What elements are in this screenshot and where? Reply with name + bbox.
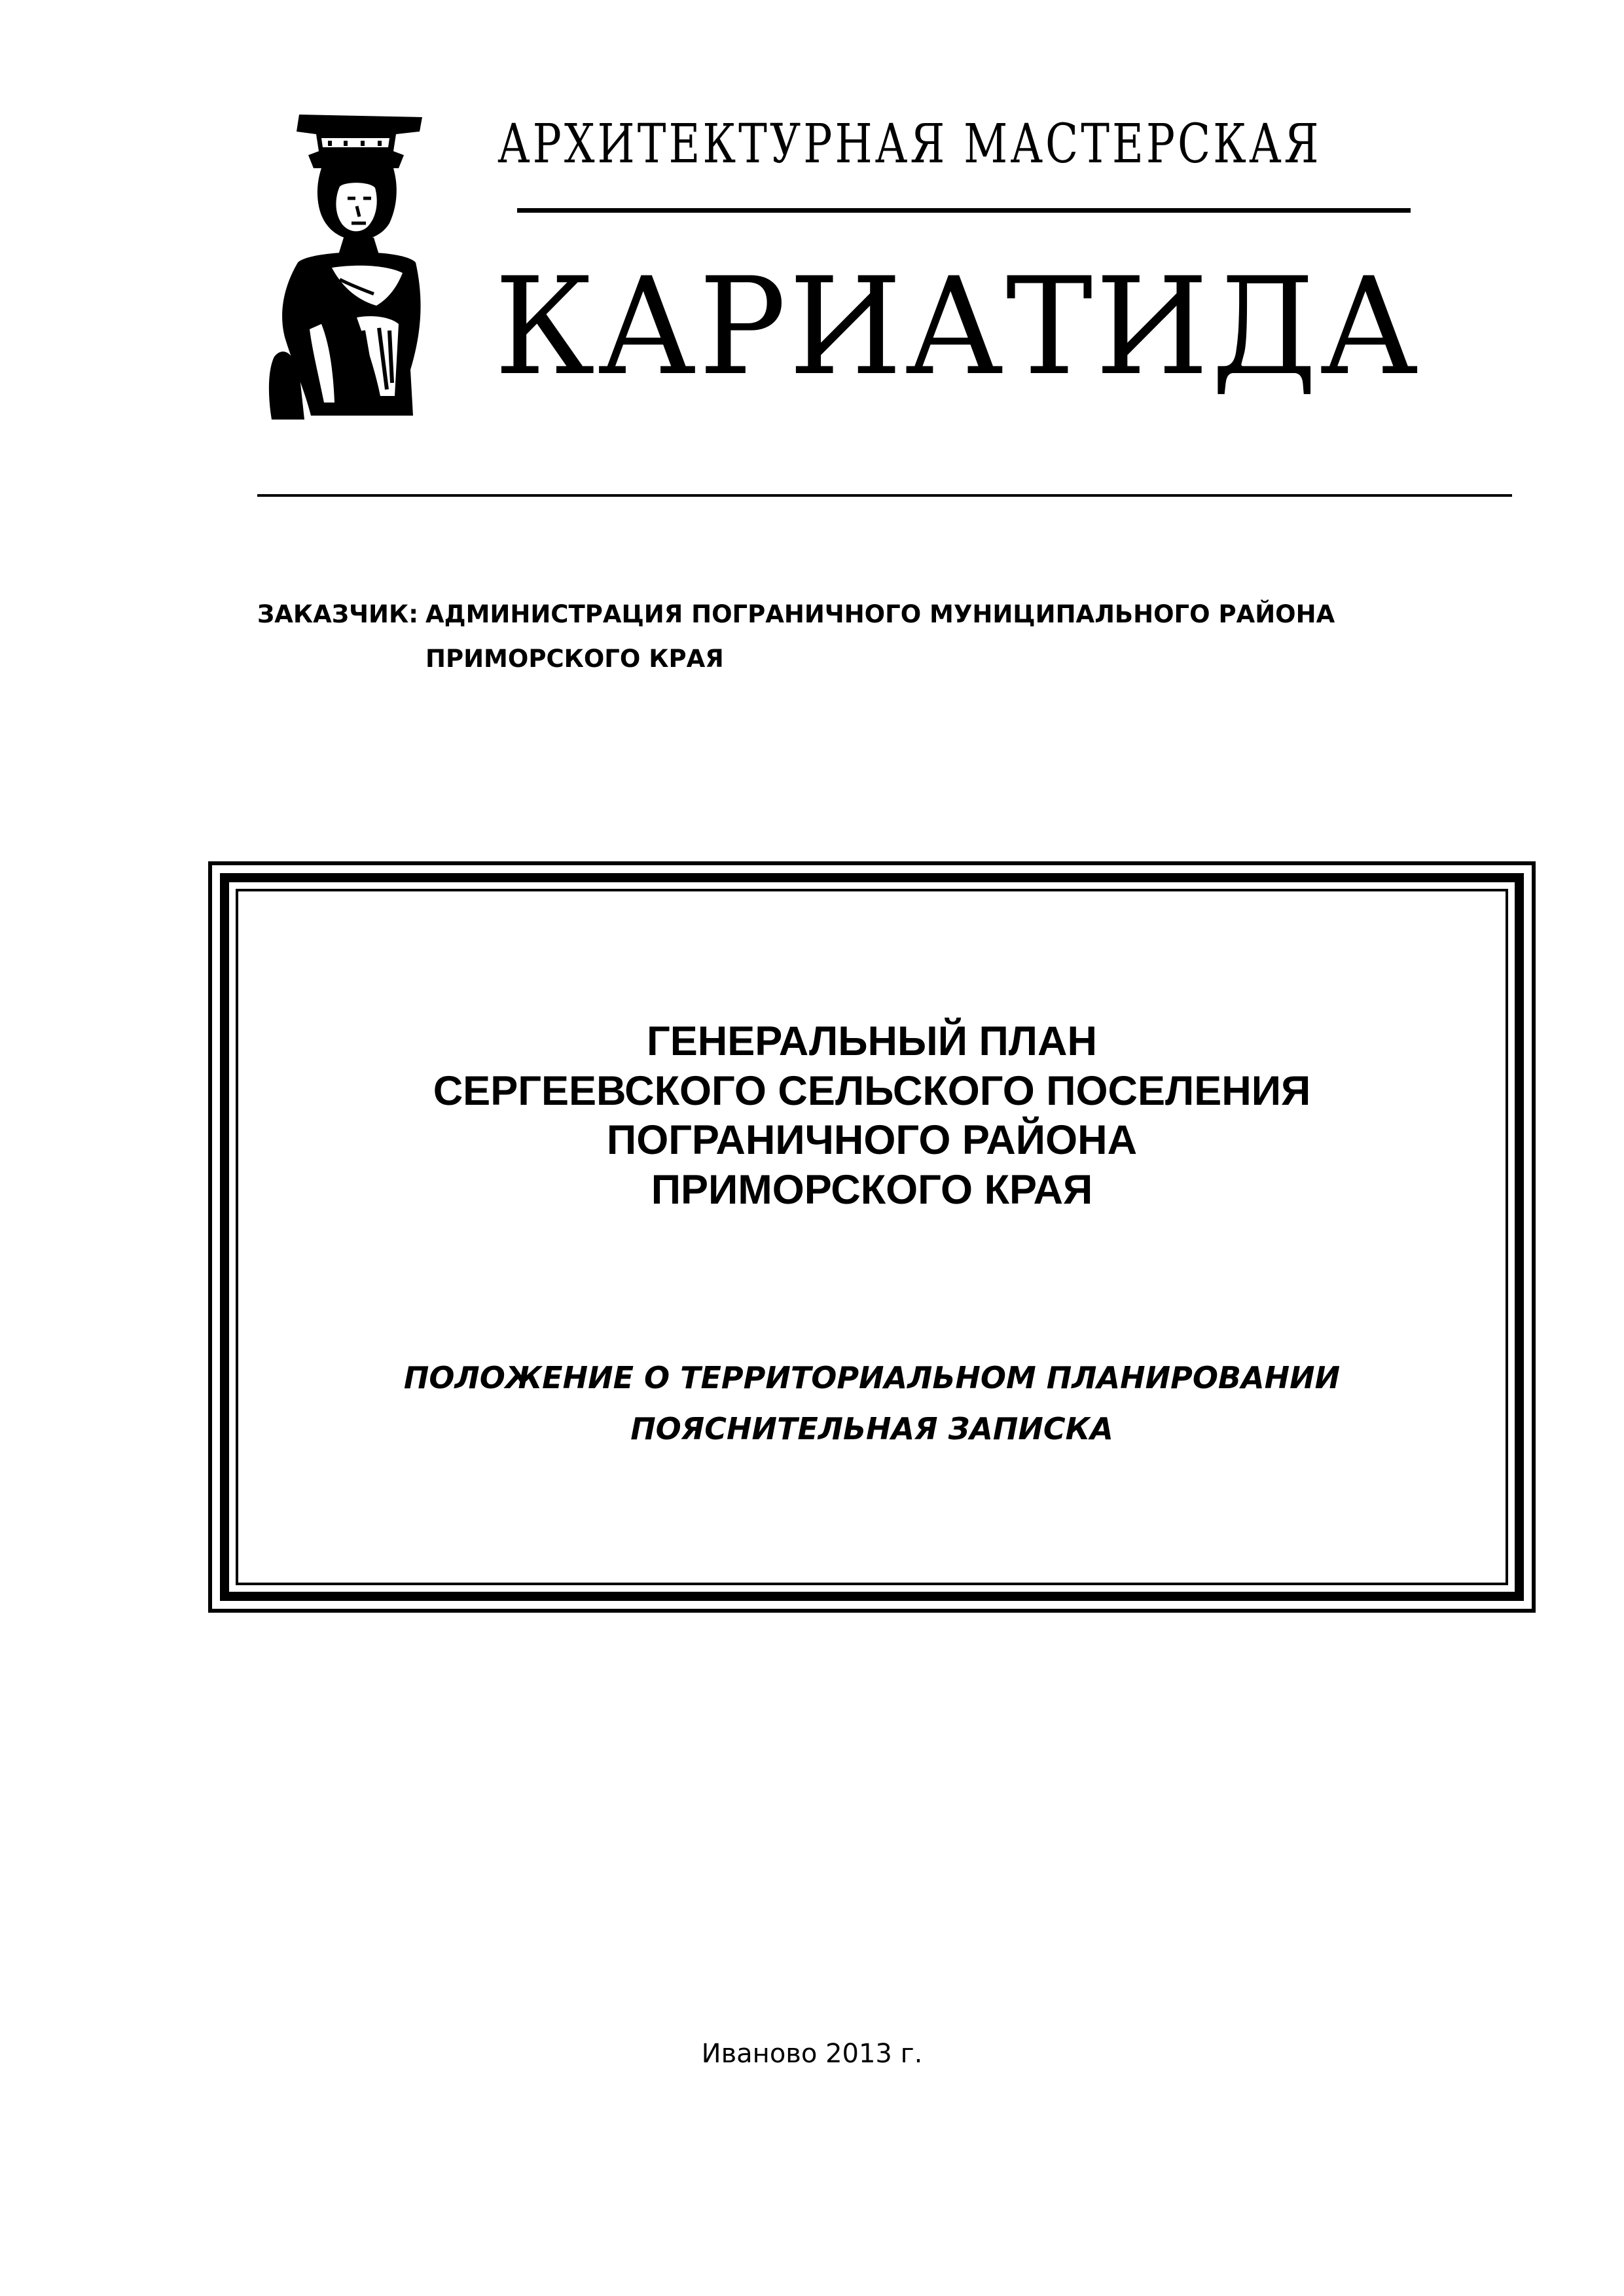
caryatid-statue-icon [259,108,442,422]
document-subtitle-line-1: ПОЛОЖЕНИЕ О ТЕРРИТОРИАЛЬНОМ ПЛАНИРОВАНИИ [403,1360,1341,1395]
customer-name-line-2: ПРИМОРСКОГО КРАЯ [425,645,724,673]
studio-divider [517,208,1411,213]
document-title-line-1: ГЕНЕРАЛЬНЫЙ ПЛАН [647,1018,1097,1064]
document-title-line-2: СЕРГЕЕВСКОГО СЕЛЬСКОГО ПОСЕЛЕНИЯ [433,1068,1311,1114]
city-year-footer: Иваново 2013 г. [701,2039,923,2069]
header-divider [257,494,1512,497]
title-frame-inner-border [220,873,1524,1601]
studio-name-logo: КАРИАТИДА [494,249,1421,405]
studio-type-heading: АРХИТЕКТУРНАЯ МАСТЕРСКАЯ [497,113,1322,175]
title-frame-innermost-border [236,889,1508,1585]
document-title-line-4: ПРИМОРСКОГО КРАЯ [651,1167,1093,1213]
document-subtitle-line-2: ПОЯСНИТЕЛЬНАЯ ЗАПИСКА [630,1411,1113,1446]
document-title-line-3: ПОГРАНИЧНОГО РАЙОНА [606,1117,1138,1163]
customer-name-line-1: АДМИНИСТРАЦИЯ ПОГРАНИЧНОГО МУНИЦИПАЛЬНОГО РАЙОНА [425,600,1335,628]
title-frame [208,861,1536,1613]
customer-label: ЗАКАЗЧИК: [257,600,418,628]
